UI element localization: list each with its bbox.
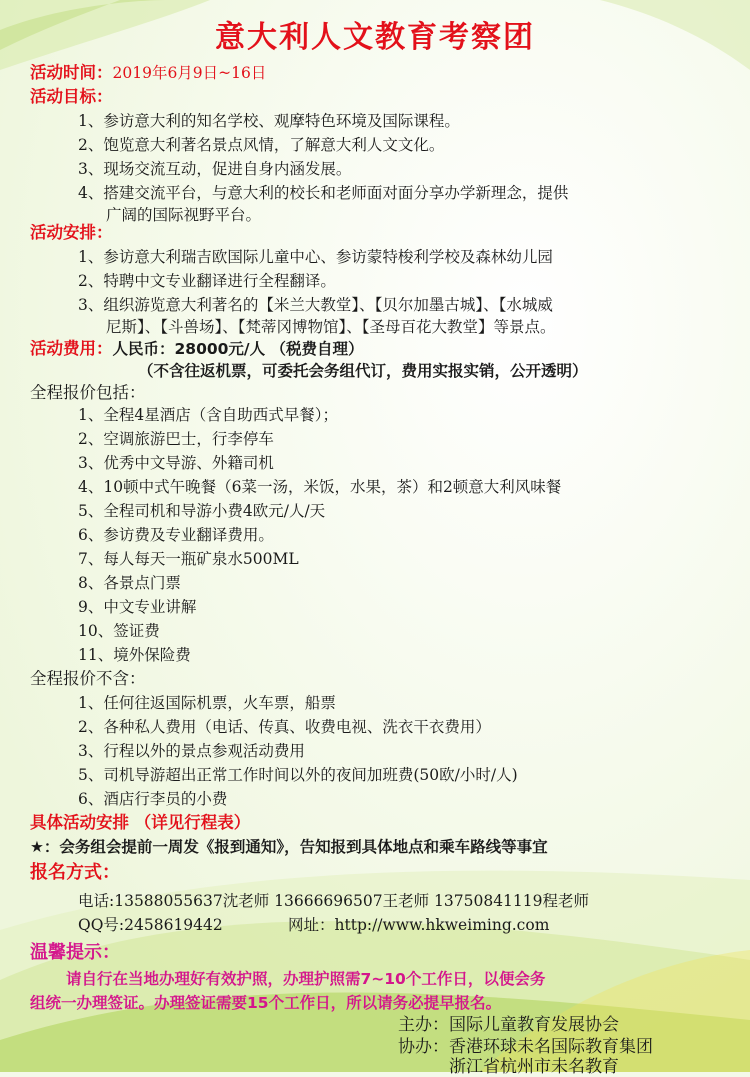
co-host-name: 香港环球未名国际教育集团 [449, 1037, 653, 1057]
include-item: 2、空调旅游巴士，行李停车 [78, 430, 274, 448]
goals-label: 活动目标： [30, 87, 113, 106]
arrange-item: 2、特聘中文专业翻译进行全程翻译。 [78, 272, 336, 290]
goal-item: 4、搭建交流平台，与意大利的校长和老师面对面分享办学新理念，提供 [78, 184, 569, 202]
signup-label: 报名方式： [30, 862, 120, 883]
time-value: 2019年6月9日~16日 [112, 64, 267, 82]
fee-note: （不含往返机票，可委托会务组代订，费用实报实销，公开透明） [138, 362, 588, 380]
arrange-item: 1、参访意大利瑞吉欧国际儿童中心、参访蒙特梭利学校及森林幼儿园 [78, 248, 553, 266]
signup-qq: QQ号:2458619442 [78, 916, 223, 934]
include-item: 10、签证费 [78, 622, 160, 640]
tips-label: 温馨提示： [30, 942, 120, 963]
arrange-label: 活动安排： [30, 223, 113, 242]
tips-line: 请自行在当地办理好有效护照，办理护照需7~10个工作日，以便会务 [66, 970, 546, 988]
co-host-label: 协办： [398, 1037, 449, 1057]
time-label: 活动时间： [30, 63, 113, 82]
include-item: 5、全程司机和导游小费4欧元/人/天 [78, 502, 326, 520]
include-item: 11、境外保险费 [78, 646, 191, 664]
goal-item: 2、饱览意大利著名景点风情，了解意大利人文文化。 [78, 136, 445, 154]
include-item: 9、中文专业讲解 [78, 598, 197, 616]
includes-label: 全程报价包括： [30, 383, 146, 402]
include-item: 6、参访费及专业翻译费用。 [78, 526, 274, 544]
signup-phone: 电话:13588055637沈老师 13666696507王老师 13750841119程老师 [78, 892, 590, 910]
excludes-label: 全程报价不含： [30, 669, 146, 688]
fee-value: 人民币：28000元/人 （税费自理） [112, 340, 364, 358]
signup-website-link[interactable]: 网址：http://www.hkweiming.com [288, 916, 550, 934]
arrange-item: 3、组织游览意大利著名的【米兰大教堂】、【贝尔加墨古城】、【水城威 [78, 296, 553, 314]
time-row [30, 62, 266, 84]
include-item: 4、10顿中式午晚餐（6菜一汤，米饭，水果，茶）和2顿意大利风味餐 [78, 478, 562, 496]
arrange-item-cont: 尼斯】、【斗兽场】、【梵蒂冈博物馆】、【圣母百花大教堂】等景点。 [106, 318, 556, 336]
schedule-note: ★：会务组会提前一周发《报到通知》，告知报到具体地点和乘车路线等事宜 [30, 838, 548, 856]
schedule-label: 具体活动安排 （详见行程表） [30, 813, 251, 832]
exclude-item: 5、司机导游超出正常工作时间以外的夜间加班费(50欧/小时/人) [78, 766, 518, 784]
fee-row [30, 338, 363, 360]
exclude-item: 6、酒店行李员的小费 [78, 790, 228, 808]
include-item: 7、每人每天一瓶矿泉水500ML [78, 550, 299, 568]
exclude-item: 2、各种私人费用（电话、传真、收费电视、洗衣干衣费用） [78, 718, 491, 736]
include-item: 3、优秀中文导游、外籍司机 [78, 454, 274, 472]
include-item: 8、各景点门票 [78, 574, 181, 592]
page-title: 意大利人文教育考察团 [215, 20, 535, 55]
exclude-item: 3、行程以外的景点参观活动费用 [78, 742, 305, 760]
include-item: 1、全程4星酒店（含自助西式早餐）； [78, 406, 338, 424]
co-host-name-2: 浙江省杭州市未名教育 [449, 1057, 619, 1077]
goal-item: 3、现场交流互动，促进自身内涵发展。 [78, 160, 352, 178]
host-label: 主办： [398, 1015, 449, 1035]
host-name: 国际儿童教育发展协会 [449, 1015, 619, 1035]
goal-item: 1、参访意大利的知名学校、观摩特色环境及国际课程。 [78, 112, 460, 130]
goal-item-cont: 广阔的国际视野平台。 [106, 206, 262, 224]
fee-label: 活动费用： [30, 339, 113, 358]
exclude-item: 1、任何往返国际机票，火车票，船票 [78, 694, 336, 712]
tips-line: 组统一办理签证。办理签证需要15个工作日，所以请务必提早报名。 [30, 994, 502, 1012]
